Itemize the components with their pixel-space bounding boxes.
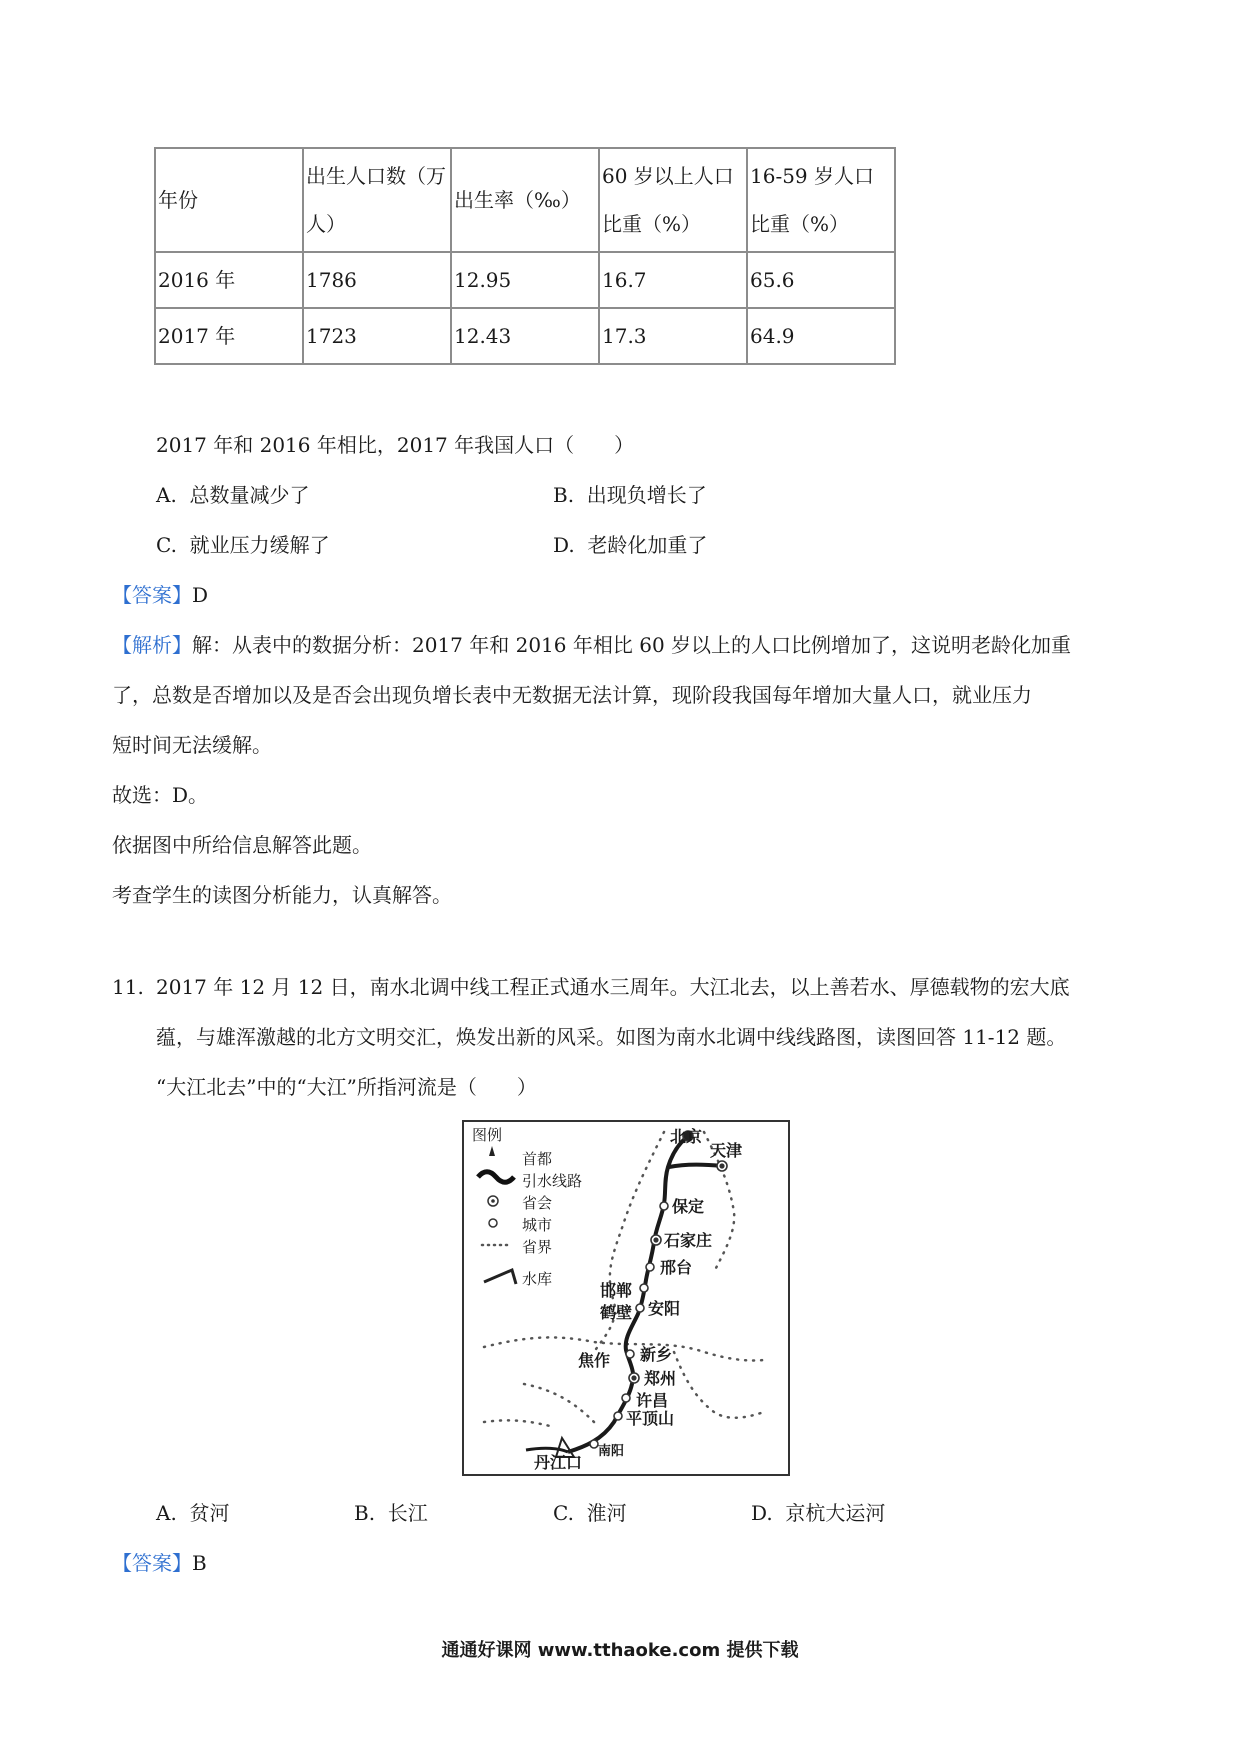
city-label: 许昌 <box>636 1391 669 1410</box>
table-header-row <box>155 148 895 252</box>
note-line: 依据图中所给信息解答此题。 <box>112 833 372 857</box>
header-cell-birth-rate: 出生率（‰） <box>451 148 599 252</box>
tianjin-branch-line <box>669 1165 722 1167</box>
legend-label: 省会 <box>522 1194 553 1212</box>
stem-line: 蕴，与雄浑激越的北方文明交汇，焕发出新的风采。如图为南水北调中线线路图，读图回答 11-12 题。 <box>156 1025 1067 1049</box>
legend-label: 引水线路 <box>522 1172 583 1190</box>
water-diversion-map <box>462 1120 790 1476</box>
q11-option-a[interactable] <box>156 1498 230 1528</box>
table-cell: 17.3 <box>599 308 747 364</box>
city-label: 安阳 <box>648 1299 681 1318</box>
table-cell: 1723 <box>303 308 451 364</box>
q10-answer <box>112 580 208 610</box>
table-row <box>155 252 895 308</box>
city-label: 平顶山 <box>626 1409 675 1428</box>
option-letter: C. <box>156 533 177 557</box>
option-letter: A. <box>156 1501 177 1525</box>
page-footer: 通通好课网 www.tthaoke.com 提供下载 <box>441 1640 799 1661</box>
table-cell: 65.6 <box>747 252 895 308</box>
q11-option-b[interactable] <box>354 1498 428 1528</box>
option-text: 京杭大运河 <box>785 1501 886 1525</box>
option-letter: D. <box>553 533 575 557</box>
city-label: 石家庄 <box>664 1231 713 1250</box>
option-text: 长江 <box>387 1501 428 1525</box>
city-label: 郑州 <box>644 1369 677 1388</box>
table-cell: 1786 <box>303 252 451 308</box>
stem-line: 2017 年 12 月 12 日，南水北调中线工程正式通水三周年。大江北去，以上善若水、厚德载物的宏大底 <box>156 975 1070 999</box>
legend-label: 首都 <box>522 1150 553 1168</box>
legend-label: 城市 <box>522 1216 553 1234</box>
table-cell: 2017 年 <box>155 308 303 364</box>
legend-title: 图例 <box>472 1126 503 1144</box>
legend-label: 水库 <box>522 1270 553 1288</box>
option-letter: A. <box>156 483 177 507</box>
city-label: 焦作 <box>578 1351 611 1370</box>
city-label: 新乡 <box>640 1345 673 1364</box>
option-letter: B. <box>354 1501 376 1525</box>
city-label: 南阳 <box>598 1444 625 1459</box>
q10-analysis <box>112 620 1112 920</box>
option-text: 就业压力缓解了 <box>189 533 330 557</box>
option-letter: C. <box>553 1501 574 1525</box>
city-label: 丹江口 <box>534 1453 583 1472</box>
table-cell: 12.95 <box>451 252 599 308</box>
q10-option-b[interactable] <box>553 480 707 510</box>
table-cell: 2016 年 <box>155 252 303 308</box>
table-cell: 16.7 <box>599 252 747 308</box>
q11-number: 11. <box>112 975 144 999</box>
option-text: 贫河 <box>189 1501 230 1525</box>
q10-option-a[interactable] <box>156 480 310 510</box>
q11-answer <box>112 1548 207 1578</box>
table-cell: 12.43 <box>451 308 599 364</box>
option-letter: D. <box>751 1501 773 1525</box>
analysis-line: 解：从表中的数据分析：2017 年和 2016 年相比 60 岁以上的人口比例增加了，这说明老龄化加重 <box>192 633 1072 657</box>
note-line: 考查学生的读图分析能力，认真解答。 <box>112 883 452 907</box>
option-text: 总数量减少了 <box>189 483 310 507</box>
option-text: 老龄化加重了 <box>587 533 708 557</box>
answer-value: B <box>192 1551 207 1575</box>
q11-option-d[interactable] <box>751 1498 885 1528</box>
analysis-tag: 【解析】 <box>112 633 192 657</box>
city-label: 保定 <box>672 1197 705 1216</box>
legend-label: 省界 <box>522 1238 553 1256</box>
q10-stem: 2017 年和 2016 年相比，2017 年我国人口（ ） <box>156 433 635 457</box>
table-cell: 64.9 <box>747 308 895 364</box>
population-table <box>154 147 896 365</box>
answer-tag: 【答案】 <box>112 1551 192 1575</box>
city-label: 邢台 <box>660 1258 693 1277</box>
stem-line: “大江北去”中的“大江”所指河流是（ ） <box>156 1075 537 1099</box>
analysis-line: 短时间无法缓解。 <box>112 733 272 757</box>
q10-option-c[interactable] <box>156 530 330 560</box>
option-text: 出现负增长了 <box>586 483 707 507</box>
option-letter: B. <box>553 483 575 507</box>
header-cell-births: 出生人口数（万 人） <box>303 148 451 252</box>
city-label: 北京 <box>670 1127 703 1146</box>
header-cell-over60: 60 岁以上人口 比重（%） <box>599 148 747 252</box>
answer-tag: 【答案】 <box>112 583 192 607</box>
q11-stem <box>156 962 1146 1112</box>
city-label: 天津 <box>710 1141 743 1160</box>
city-label: 鹤壁 <box>600 1303 633 1322</box>
table-row <box>155 308 895 364</box>
header-cell-16to59: 16-59 岁人口 比重（%） <box>747 148 895 252</box>
header-cell-year: 年份 <box>155 148 303 252</box>
conclusion: 故选：D。 <box>112 783 209 807</box>
legend-symbols <box>478 1146 516 1284</box>
q11-option-c[interactable] <box>553 1498 627 1528</box>
city-label: 邯郸 <box>600 1281 633 1300</box>
analysis-line: 了，总数是否增加以及是否会出现负增长表中无数据无法计算，现阶段我国每年增加大量人口，就业压力 <box>112 683 1032 707</box>
option-text: 淮河 <box>586 1501 627 1525</box>
q10-option-d[interactable] <box>553 530 707 560</box>
answer-value: D <box>192 583 209 607</box>
